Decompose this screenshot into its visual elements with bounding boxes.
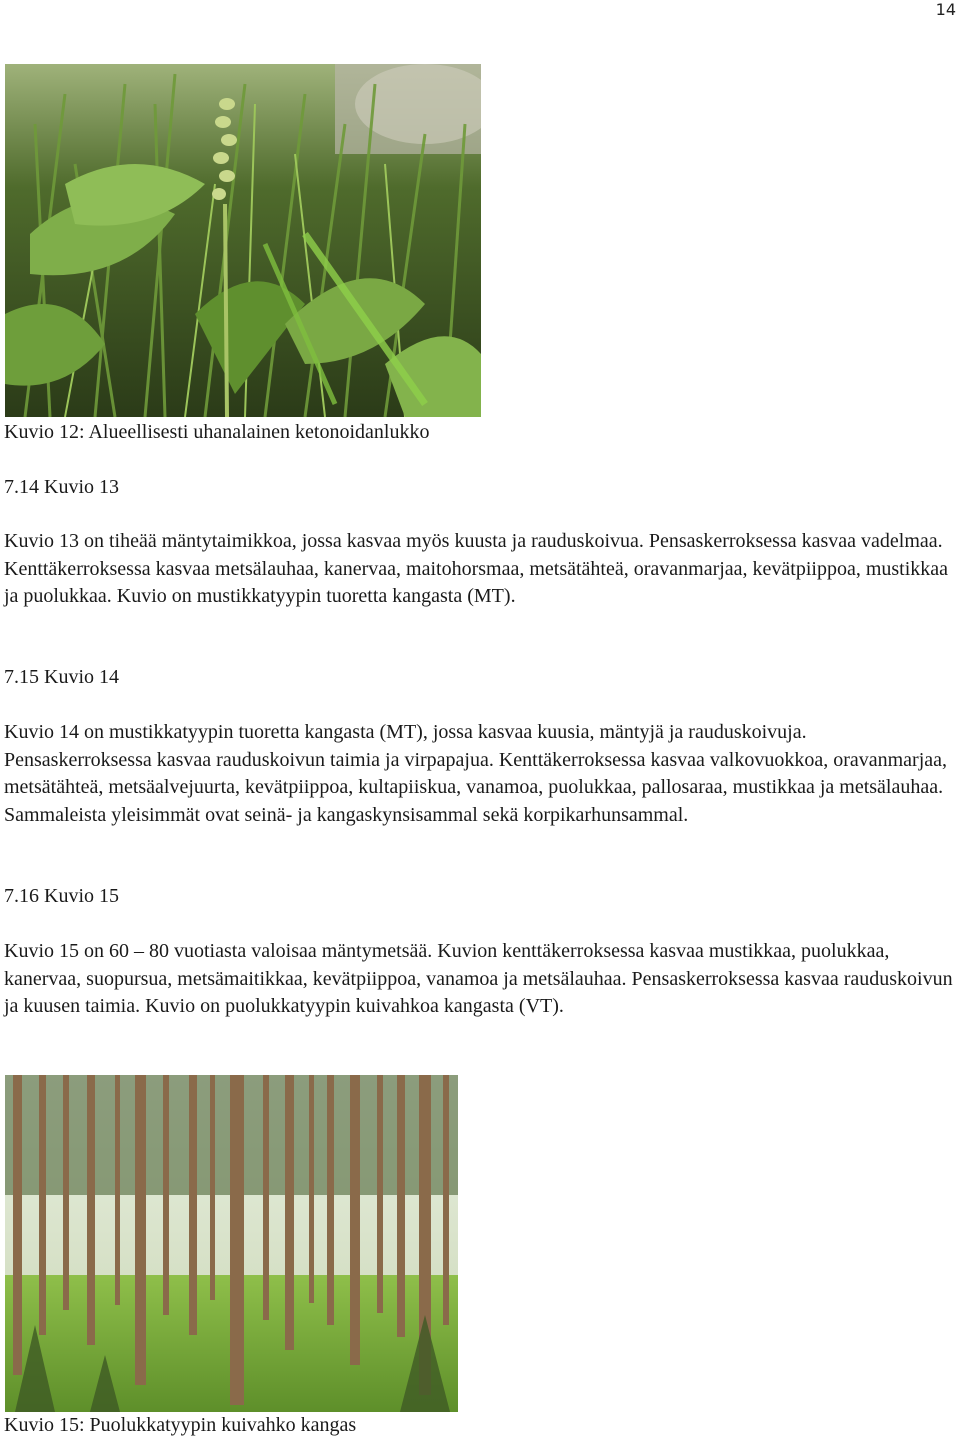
page-number: 14 — [935, 0, 956, 19]
section-body: Kuvio 14 on mustikkatyypin tuoretta kangasta (MT), jossa kasvaa kuusia, mäntyjä ja rauduskoivuja. Pensaskerroksessa kasvaa rauduskoivun taimia ja virpapajua. Kenttäkerroksessa kasvaa valkovuokkoa, oravanmarjaa, metsätähteä, metsäalvejuurta, kevätpiippoa, kultapiiskua, vanamoa, puolukkaa, pallosaraa, mustikkaa ja metsälauhaa. Sammaleista yleisimmät ovat seinä- ja kangaskynsisammal sekä korpikarhunsammal. — [4, 721, 948, 826]
section-heading: 7.16 Kuvio 15 — [4, 885, 119, 907]
figure-caption: Kuvio 15: Puolukkatyypin kuivahko kangas — [4, 1414, 357, 1436]
section-heading: 7.15 Kuvio 14 — [4, 666, 119, 688]
section-heading: 7.14 Kuvio 13 — [4, 476, 119, 498]
pine-forest-photo — [5, 1075, 458, 1412]
orchid-photo — [5, 64, 481, 417]
section-body: Kuvio 15 on 60 – 80 vuotiasta valoisaa mäntymetsää. Kuvion kenttäkerroksessa kasvaa mustikkaa, puolukkaa, kanervaa, suopursua, metsämaitikkaa, kevätpiippoa, vanamoa ja metsälauhaa. Pensaskerroksessa kasvaa rauduskoivun ja kuusen taimia. Kuvio on puolukkatyypin kuivahkoa kangasta (VT). — [4, 940, 953, 1017]
section-body: Kuvio 13 on tiheää mäntytaimikkoa, jossa kasvaa myös kuusta ja rauduskoivua. Pensaskerroksessa kasvaa vadelmaa. Kenttäkerroksessa kasvaa metsälauhaa, kanervaa, maitohorsmaa, metsätähteä, oravanmarjaa, kevätpiippoa, mustikkaa ja puolukkaa. Kuvio on mustikkatyypin tuoretta kangasta (MT). — [4, 530, 949, 607]
figure-caption: Kuvio 12: Alueellisesti uhanalainen ketonoidanlukko — [4, 421, 430, 443]
document-page — [4, 0, 956, 1440]
